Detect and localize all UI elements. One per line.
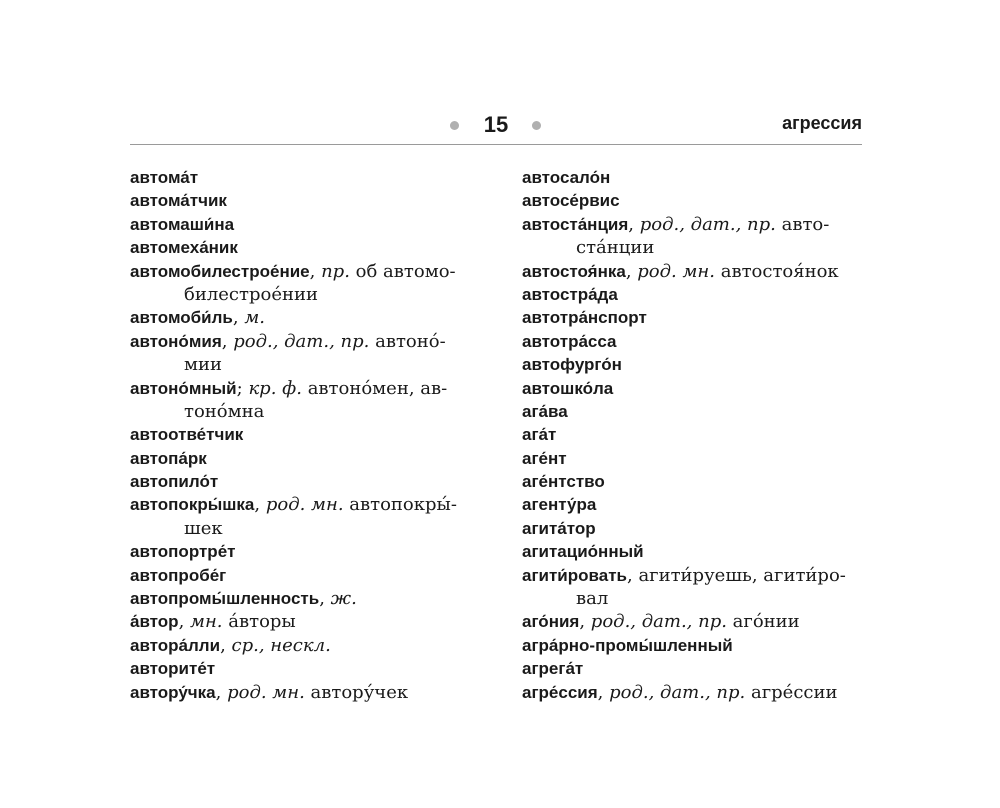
dictionary-entry xyxy=(130,330,470,353)
dictionary-entry xyxy=(130,166,470,189)
dictionary-entry xyxy=(130,470,470,493)
grammar-label: кр. ф. xyxy=(248,377,302,399)
dictionary-entry xyxy=(522,610,862,633)
entry-text: , xyxy=(579,611,591,633)
dictionary-entry xyxy=(522,517,862,540)
dictionary-entry xyxy=(130,610,470,633)
entry-headword: автосало́н xyxy=(522,168,611,187)
dictionary-entry xyxy=(522,166,862,189)
dictionary-entry xyxy=(522,353,862,376)
dictionary-entry xyxy=(130,423,470,446)
dictionary-entry xyxy=(522,306,862,329)
entry-headword: автотра́сса xyxy=(522,331,617,351)
entry-text: билестрое́нии xyxy=(184,283,318,305)
entry-text: автоно́мен, ав- xyxy=(301,377,448,399)
dictionary-entry xyxy=(130,681,470,704)
grammar-label: род. мн. xyxy=(637,260,715,282)
entry-headword: автопокры́шка xyxy=(130,495,255,515)
entry-headword: автору́чка xyxy=(130,682,216,702)
running-head: агрессия xyxy=(782,113,862,133)
entry-headword: автомаши́на xyxy=(130,214,235,234)
dictionary-entry xyxy=(522,447,862,470)
dictionary-entry xyxy=(130,236,470,259)
entry-headword: автоно́мный xyxy=(130,378,237,398)
grammar-label: род., дат., пр. xyxy=(590,611,727,633)
entry-headword: агрега́т xyxy=(522,659,584,679)
entry-headword: автопробе́г xyxy=(130,565,227,585)
entry-headword: автома́тчик xyxy=(130,191,227,211)
entry-text: аго́нии xyxy=(726,611,800,633)
entry-text: авто- xyxy=(775,213,830,235)
entry-headword: авторите́т xyxy=(130,659,216,679)
entry-headword: агити́ровать xyxy=(522,565,627,585)
entry-text: а́вторы xyxy=(222,611,296,633)
entry-text: ; xyxy=(236,377,249,399)
entry-text: , xyxy=(220,634,232,656)
entry-continuation-line xyxy=(130,353,470,376)
entry-headword: автопромы́шленность xyxy=(130,589,320,609)
grammar-label: мн. xyxy=(190,611,223,633)
dictionary-entry xyxy=(130,447,470,470)
entry-text: агре́ссии xyxy=(745,681,838,703)
entry-headword: автостоя́нка xyxy=(522,261,626,281)
entry-text: автоно́- xyxy=(369,330,446,352)
grammar-label: род., дат., пр. xyxy=(233,330,370,352)
dictionary-entry xyxy=(522,470,862,493)
entry-headword: автоотве́тчик xyxy=(130,425,244,445)
grammar-label: род. мн. xyxy=(265,494,344,516)
grammar-label: род., дат., пр. xyxy=(609,681,746,703)
dictionary-entry xyxy=(130,260,470,283)
entry-text: , xyxy=(597,681,610,703)
dictionary-entry xyxy=(522,377,862,400)
entry-headword: автора́лли xyxy=(130,635,221,655)
entry-headword: автосе́рвис xyxy=(522,191,620,211)
entry-headword: автошко́ла xyxy=(522,378,614,398)
grammar-label: ж. xyxy=(330,588,357,610)
entry-headword: аге́нт xyxy=(522,448,567,468)
header-rule xyxy=(130,144,862,145)
dictionary-entry xyxy=(130,657,470,680)
dictionary-entry xyxy=(522,330,862,353)
page-header xyxy=(130,108,862,144)
entry-headword: агенту́ра xyxy=(522,495,597,515)
entry-headword: автостра́да xyxy=(522,284,618,304)
entry-text: мии xyxy=(184,354,222,376)
entry-text: , xyxy=(178,611,191,633)
dictionary-entry xyxy=(522,213,862,236)
entry-text: , xyxy=(625,260,638,282)
entry-text: шек xyxy=(184,517,223,539)
entry-headword: а́втор xyxy=(130,612,179,632)
entry-headword: агита́тор xyxy=(522,518,596,538)
entry-headword: автомобилестрое́ние xyxy=(130,261,310,281)
entry-headword: агитацио́нный xyxy=(522,542,644,562)
entry-headword: аге́нтство xyxy=(522,472,605,492)
entry-headword: автотра́нспорт xyxy=(522,308,647,328)
dictionary-entry xyxy=(130,634,470,657)
grammar-label: род. мн. xyxy=(227,681,305,703)
grammar-label: род., дат., пр. xyxy=(639,213,776,235)
dictionary-entry xyxy=(130,540,470,563)
grammar-label: пр. xyxy=(321,260,350,282)
entry-text: вал xyxy=(576,588,609,610)
entry-continuation-line xyxy=(522,587,862,610)
entry-text: автору́чек xyxy=(304,681,409,703)
entry-continuation-line xyxy=(130,400,470,423)
page-number: 15 xyxy=(483,112,509,137)
entry-headword: ага́ва xyxy=(522,401,568,421)
dictionary-entry xyxy=(522,540,862,563)
entry-headword: агра́рно-промы́шленный xyxy=(522,635,733,655)
entry-text: об автомо- xyxy=(349,260,456,282)
entry-text: , xyxy=(254,494,266,516)
left-column xyxy=(130,166,470,704)
entry-headword: агре́ссия xyxy=(522,682,598,702)
dictionary-entry xyxy=(522,189,862,212)
dictionary-entry xyxy=(522,634,862,657)
entry-headword: автомоби́ль xyxy=(130,308,233,328)
entry-text: , xyxy=(221,330,234,352)
page-number-dot-right xyxy=(532,121,541,130)
entry-headword: аго́ния xyxy=(522,612,580,632)
entry-headword: автопа́рк xyxy=(130,448,207,468)
entry-headword: ага́т xyxy=(522,425,557,445)
entry-text: тоно́мна xyxy=(184,400,265,422)
entry-text: автопокры́- xyxy=(343,494,457,516)
dictionary-entry xyxy=(130,213,470,236)
entry-text: автостоя́нок xyxy=(714,260,839,282)
entry-headword: автомеха́ник xyxy=(130,238,238,258)
entry-headword: автопило́т xyxy=(130,472,219,492)
dictionary-entry xyxy=(522,283,862,306)
entry-continuation-line xyxy=(130,517,470,540)
entry-continuation-line xyxy=(522,236,862,259)
entry-headword: автоно́мия xyxy=(130,331,222,351)
grammar-label: ср., нескл. xyxy=(231,634,331,656)
dictionary-entry xyxy=(522,423,862,446)
entry-text: , агити́руешь, агити́ро- xyxy=(627,564,846,586)
dictionary-entry xyxy=(130,493,470,516)
right-column xyxy=(522,166,862,704)
entry-headword: автоста́нция xyxy=(522,214,629,234)
dictionary-entry xyxy=(522,260,862,283)
dictionary-entry xyxy=(522,657,862,680)
entry-text: , xyxy=(628,213,640,235)
dictionary-entry xyxy=(522,400,862,423)
entry-text: , xyxy=(232,307,245,329)
dictionary-entry xyxy=(130,306,470,329)
entry-text: , xyxy=(309,260,322,282)
entry-text: , xyxy=(319,588,331,610)
dictionary-entry xyxy=(522,564,862,587)
dictionary-entry xyxy=(130,564,470,587)
dictionary-entry xyxy=(522,681,862,704)
grammar-label: м. xyxy=(244,307,265,329)
entry-text: , xyxy=(215,681,228,703)
entry-text: ста́нции xyxy=(576,237,655,259)
entry-headword: автофурго́н xyxy=(522,355,622,375)
dictionary-entry xyxy=(522,493,862,516)
entry-headword: автопортре́т xyxy=(130,542,236,562)
dictionary-entry xyxy=(130,587,470,610)
dictionary-entry xyxy=(130,189,470,212)
entry-headword: автома́т xyxy=(130,168,199,187)
dictionary-entry xyxy=(130,377,470,400)
entry-continuation-line xyxy=(130,283,470,306)
